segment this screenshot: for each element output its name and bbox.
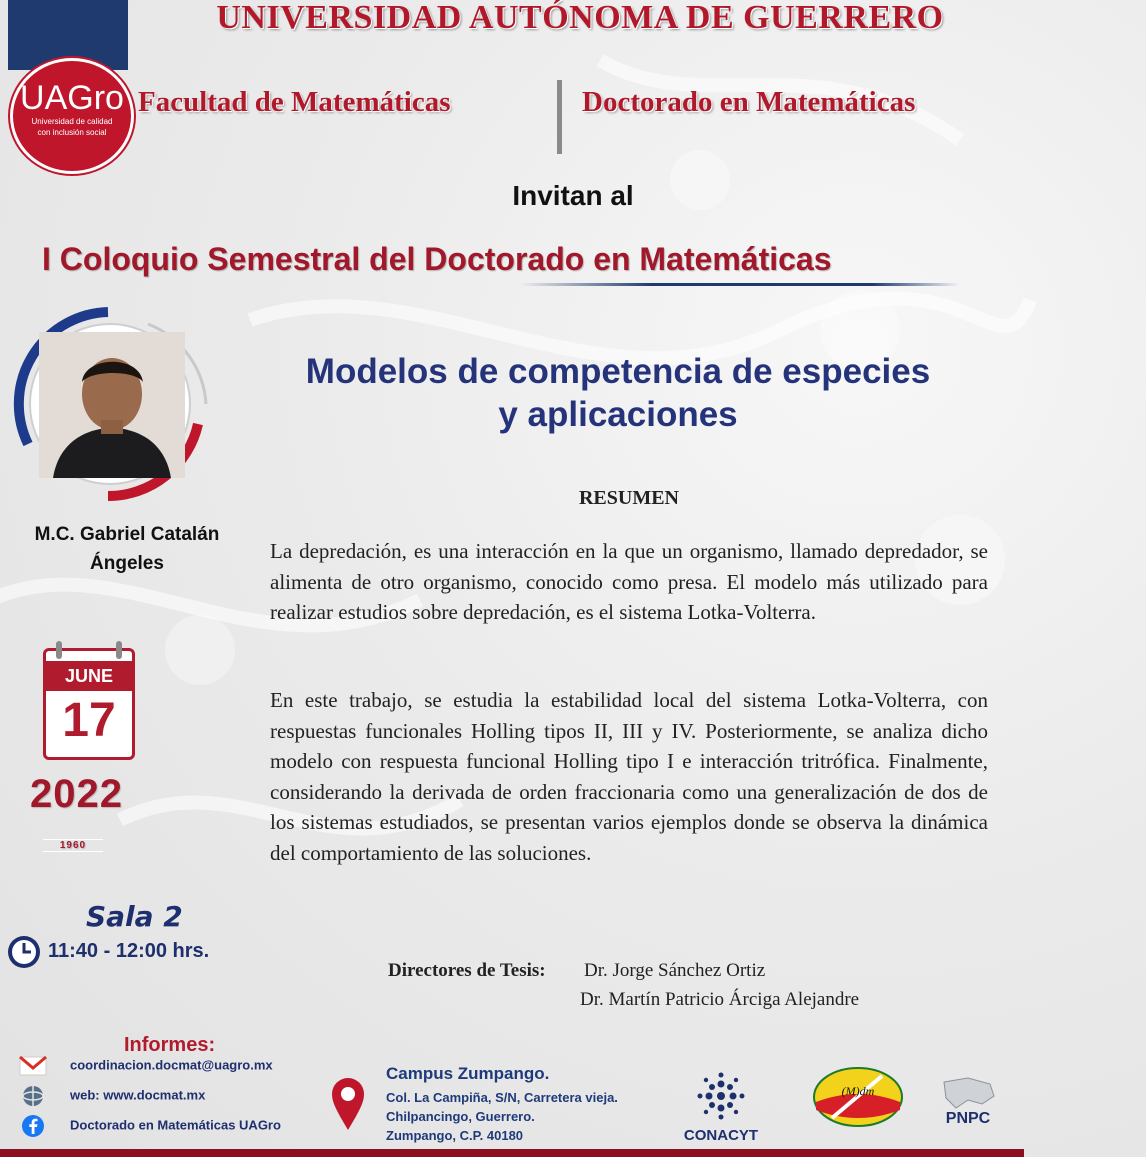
talk-title-line-2: y aplicaciones [498,395,738,434]
abstract-paragraph-1: La depredación, es una interacción en la que un organismo, llamado depredador, se alimenta de otro organismo, conocido como presa. El modelo más utilizado para realizar estudios sobre depredación, es el sistema Lotka-Volterra. [270,539,988,624]
university-name: UNIVERSIDAD AUTÓNOMA DE GUERRERO [216,0,944,36]
speaker-photo [36,329,188,481]
conacyt-logo [676,1072,766,1144]
contact-web-row [18,1084,205,1108]
calendar-icon [43,648,135,760]
pnpc-label: PNPC [945,1110,991,1127]
logo-tagline-1: Universidad de calidad [31,117,113,126]
conacyt-emblem-icon [695,1072,747,1120]
contact-heading: Informes: [124,1034,216,1056]
campus-title: Campus Zumpango. [386,1064,550,1083]
clock-icon [6,934,42,970]
date-year: 2022 [30,772,123,816]
invitation-text: Invitan al [512,180,634,211]
location-pin-icon [330,1076,366,1132]
campus-address-line-1: Col. La Campiña, S/N, Carretera vieja. [386,1090,618,1105]
event-title: I Coloquio Semestral del Doctorado en Matemáticas [42,241,832,277]
fmdm-label: (M)dm [841,1084,875,1098]
directors-label: Directores de Tesis: [388,960,546,981]
date-month: JUNE [46,661,132,691]
contact-email[interactable]: coordinacion.docmat@uagro.mx [70,1057,273,1073]
contact-facebook[interactable]: Doctorado en Matemáticas UAGro [70,1117,281,1133]
conacyt-label: CONACYT [683,1127,759,1144]
logo-name: UAGro [20,79,124,117]
program-name: Doctorado en Matemáticas [582,86,916,118]
abstract-heading: RESUMEN [578,487,679,509]
talk-title-line-1: Modelos de competencia de especies [305,352,931,391]
room-label: Sala 2 [86,900,183,933]
header-divider [557,80,562,154]
fmdm-logo [812,1066,904,1128]
contact-facebook-row [18,1114,281,1138]
pnpc-logo [938,1074,998,1136]
talk-title [230,350,1006,436]
speaker-portrait [39,332,185,478]
footer-bar [0,1149,1024,1157]
speaker-name: M.C. Gabriel Catalán Ángeles [34,524,220,574]
calendar-rings [46,641,132,661]
title-underline [520,283,960,286]
campus-address-line-2: Chilpancingo, Guerrero. [386,1109,535,1124]
logo-tagline-2: con inclusión social [37,128,107,137]
director-2: Dr. Martín Patricio Árciga Alejandre [580,989,860,1010]
date-day: 17 [62,694,116,747]
logo-year: 1960 [43,839,103,852]
facebook-icon [18,1114,48,1138]
abstract-paragraph-2: En este trabajo, se estudia la estabilidad local del sistema Lotka-Volterra, con respuestas funcionales Holling tipos II, III y IV. Posteriormente, se analiza dicho modelo con respuesta funcional Holling tipo I e interacción tritrófica. Finalmente, considerando la derivada de orden fraccionaria como una generalización de dos de los sistemas estudiados, se presentan varios ejemplos donde se observa la dinámica del comportamiento de las soluciones. [270,688,988,865]
time-range: 11:40 - 12:00 hrs. [48,940,210,962]
campus-address-line-3: Zumpango, C.P. 40180 [386,1128,524,1143]
contact-email-row [18,1054,273,1078]
web-icon [18,1084,48,1108]
contact-web[interactable]: web: www.docmat.mx [70,1087,206,1103]
director-1: Dr. Jorge Sánchez Ortiz [584,960,766,981]
gmail-icon [18,1054,48,1078]
pnpc-map-icon [938,1074,998,1114]
faculty-name: Facultad de Matemáticas [138,86,451,118]
